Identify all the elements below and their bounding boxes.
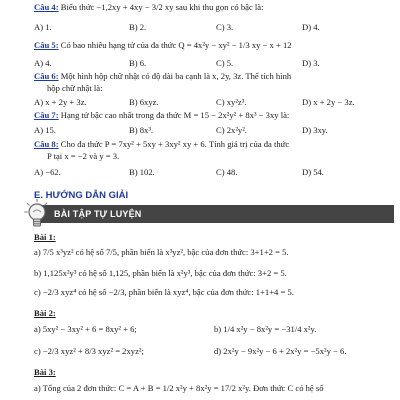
question-label: Câu 5: xyxy=(34,40,59,50)
question-6 xyxy=(34,71,291,81)
option-b: B) 2. xyxy=(129,22,147,32)
section-heading: E. HƯỚNG DẪN GIẢI xyxy=(34,190,129,201)
question-8-options xyxy=(34,167,394,177)
question-label: Câu 4: xyxy=(34,2,59,12)
option-a: A) 4. xyxy=(34,58,52,68)
question-5 xyxy=(34,40,292,50)
question-7-options xyxy=(34,125,394,135)
option-c: C) 5. xyxy=(216,58,234,68)
exercise-1-item-c: c) −2/3 xyz⁴ có hệ số −2/3, phần biến là xyz⁴, bậc của đơn thức: 1+1+4 = 5. xyxy=(34,287,294,297)
option-a: A) x + 2y + 3z. xyxy=(34,97,87,107)
question-4-options xyxy=(34,22,394,32)
exercise-1-label: Bài 1: xyxy=(34,232,56,242)
question-label: Câu 8: xyxy=(34,139,59,149)
question-7 xyxy=(34,110,289,120)
banner-title: BÀI TẬP TỰ LUYỆN xyxy=(54,209,142,219)
exercise-2-label: Bài 2: xyxy=(34,308,56,318)
option-a: A) −62. xyxy=(34,167,61,177)
option-c: C) 2x²y². xyxy=(216,125,247,135)
option-b: B) 102. xyxy=(129,167,155,177)
option-d: D) x + 2y − 3z. xyxy=(302,97,355,107)
option-b: B) 6. xyxy=(129,58,147,68)
option-c: C) xy²z³. xyxy=(216,97,247,107)
question-6-options xyxy=(34,97,394,107)
option-a: A) 15. xyxy=(34,125,56,135)
exercise-2-item-c: c) −2/3 xyz² + 8/3 xyz² = 2xyz²; xyxy=(34,346,144,356)
question-text: Cho đa thức P = 7xy² + 5xy + 3xy² xy + 6. Tính giá trị của đa thức xyxy=(60,139,290,149)
exercise-2-item-b: b) 1/4 x²y − 8x²y = −31/4 x²y. xyxy=(214,324,317,334)
exercise-1-item-b: b) 1,125x²y³ có hệ số 1,125, phần biến là x²y³, bậc của đơn thức: 3+2 = 5. xyxy=(34,268,287,278)
question-text: Biểu thức −1,2xy + 4xy − 3/2 xy sau khi thu gọn có bậc là: xyxy=(60,2,264,12)
exercise-3-label: Bài 3: xyxy=(34,367,56,377)
option-d: D) 54. xyxy=(302,167,324,177)
exercise-1-item-a: a) 7/5 x³yz² có hệ số 7/5, phần biến là x³yz², bậc của đơn thức: 3+1+2 = 5. xyxy=(34,247,289,257)
question-text: Một hình hộp chữ nhật có độ dài ba cạnh là x, 2y, 3z. Thể tích hình xyxy=(60,71,292,81)
option-c: C) 48. xyxy=(216,167,238,177)
lightbulb-icon xyxy=(24,198,50,232)
option-d: D) 3. xyxy=(302,58,320,68)
option-c: C) 3. xyxy=(216,22,234,32)
option-b: B) 6xyz. xyxy=(129,97,159,107)
exercise-2-item-a: a) 5xy² − 3xy² + 6 = 8xy² + 6; xyxy=(34,324,137,334)
option-b: B) 8x³. xyxy=(129,125,154,135)
question-label: Câu 7: xyxy=(34,110,59,120)
question-8-text-cont: P tại x = −2 và y = 3. xyxy=(47,151,120,161)
option-d: D) 3xy. xyxy=(302,125,328,135)
question-4 xyxy=(34,2,264,12)
question-8 xyxy=(34,139,289,149)
exercise-2-item-d: d) 2x²y − 9x²y − 6 + 2x²y = −5x²y − 6. xyxy=(214,346,347,356)
question-text: Có bao nhiêu hạng tử của đa thức Q = 4x²y − xy² − 1/3 xy − x + 12 xyxy=(60,40,292,50)
option-a: A) 1. xyxy=(34,22,52,32)
exercise-3-item-a: a) Tổng của 2 đơn thức: C = A + B = 1/2 x²y + 8x²y = 17/2 x²y. Đơn thức C có hệ số xyxy=(34,383,324,393)
question-label: Câu 6: xyxy=(34,71,59,81)
question-6-text-cont: hộp chữ nhật là: xyxy=(47,83,103,93)
question-5-options xyxy=(34,58,394,68)
option-d: D) 4. xyxy=(302,22,320,32)
question-text: Hạng tử bậc cao nhất trong đa thức M = 15 − 2x²y² + 8x³ − 3xy là: xyxy=(60,110,290,120)
